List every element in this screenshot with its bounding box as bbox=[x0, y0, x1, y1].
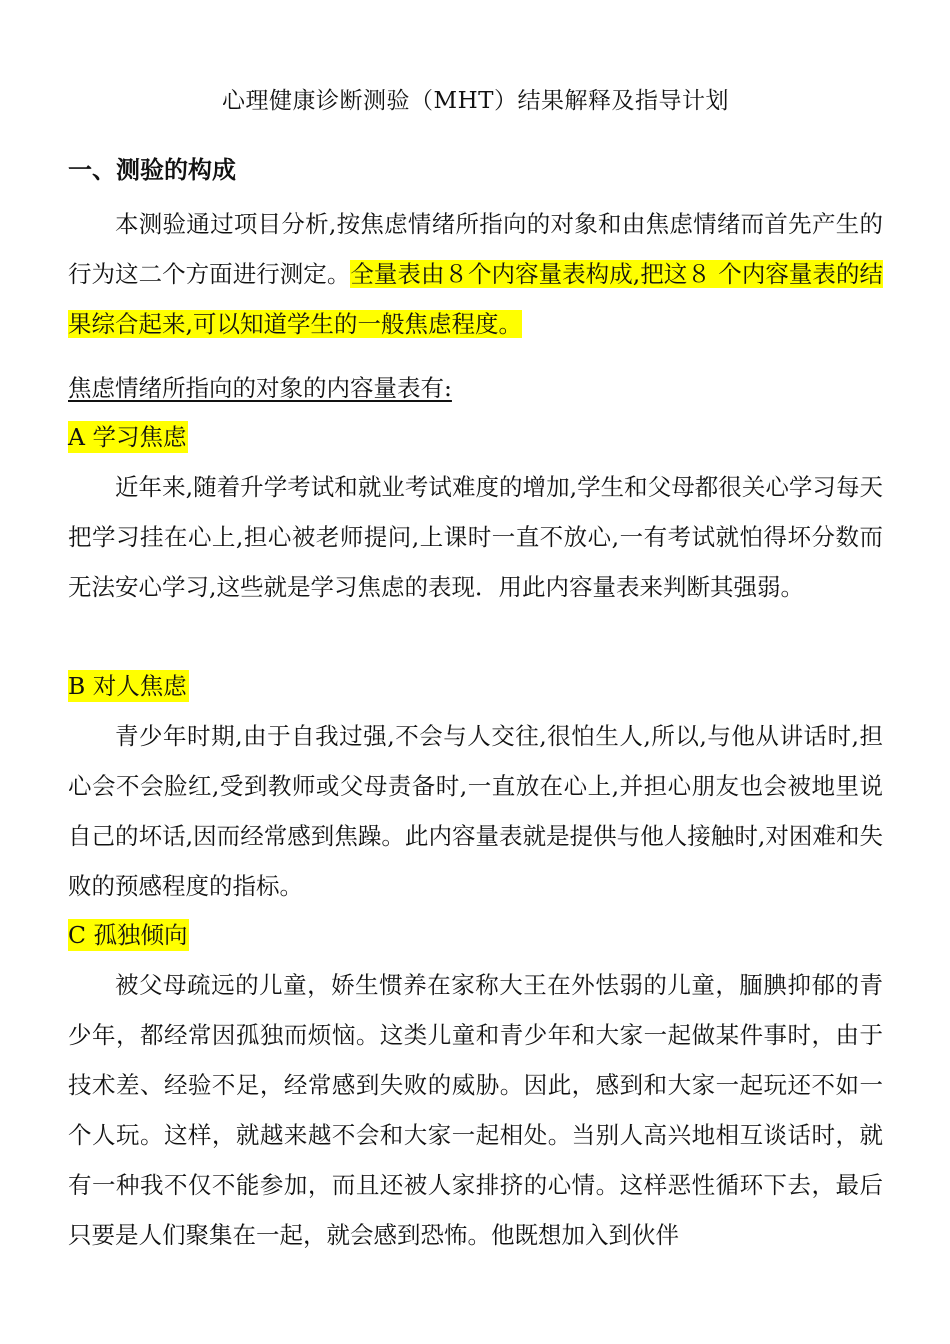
intro-paragraph bbox=[68, 199, 883, 349]
subscale-body-c: 被父母疏远的儿童，娇生惯养在家称大王在外怯弱的儿童，腼腆抑郁的青少年，都经常因孤独而烦恼。这类儿童和青少年和大家一起做某件事时，由于技术差、经验不足，经常感到失败的威胁。因此，感到和大家一起玩还不如一个人玩。这样，就越来越不会和大家一起相处。当别人高兴地相互谈话时，就有一种我不仅不能参加，而且还被人家排挤的心情。这样恶性循环下去，最后只要是人们聚集在一起，就会感到恐怖。他既想加入到伙伴 bbox=[68, 971, 883, 1249]
subscale-body-a: 近年来,随着升学考试和就业考试难度的增加,学生和父母都很关心学习每天把学习挂在心上,担心被老师提问,上课时一直不放心,一有考试就怕得坏分数而无法安心学习,这些就是学习焦虑的表现．用此内容量表来判断其强弱。 bbox=[68, 473, 883, 601]
subscale-heading-c: C 孤独倾向 bbox=[68, 921, 188, 949]
intro-text: 本测验通过项目分析,按焦虑情绪所指向的对象和由焦虑情绪而首先产生的行为这二个方面进行测定。 bbox=[68, 210, 883, 288]
document-title: 心理健康诊断测验（MHT）结果解释及指导计划 bbox=[222, 88, 729, 114]
subscale-heading-a: A 学习焦虑 bbox=[68, 423, 187, 451]
section-heading: 一、测验的构成 bbox=[68, 156, 236, 184]
intro-highlighted-text: 全量表由８个内容量表构成,把这８ 个内容量表的结果综合起来,可以知道学生的一般焦虑程度。 bbox=[68, 260, 883, 338]
subscale-heading-b: B 对人焦虑 bbox=[68, 672, 187, 700]
subscales-intro: 焦虑情绪所指向的对象的内容量表有: bbox=[68, 374, 452, 402]
subscale-body-b: 青少年时期,由于自我过强,不会与人交往,很怕生人,所以,与他从讲话时,担心会不会脸红,受到教师或父母责备时,一直放在心上,并担心朋友也会被地里说自己的坏话,因而经常感到焦躁。此内容量表就是提供与他人接触时,对困难和失败的预感程度的指标。 bbox=[68, 722, 883, 900]
